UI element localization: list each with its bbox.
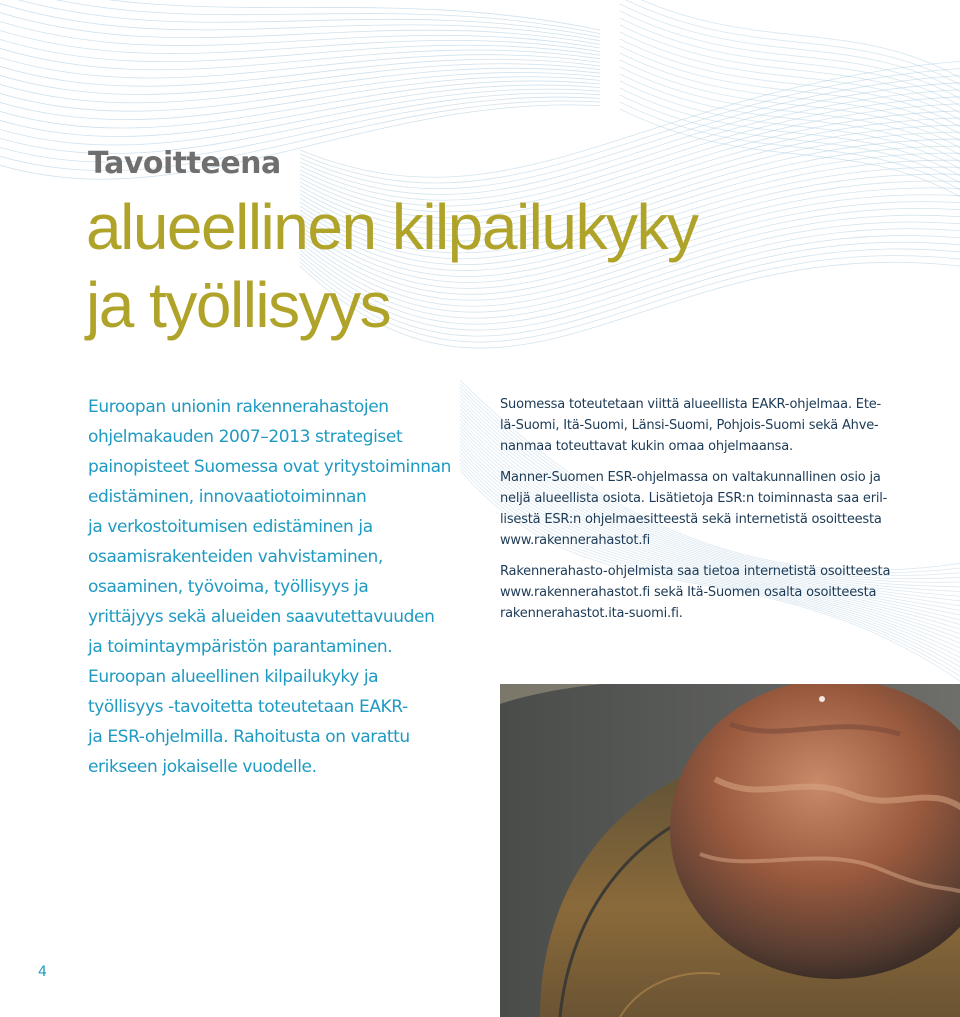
lead-line: osaamisrakenteiden vahvistaminen, <box>88 547 383 567</box>
side-line: www.rakennerahastot.fi sekä Itä-Suomen osalta osoitteesta <box>500 585 877 600</box>
stone-fountain-photo <box>500 684 960 1017</box>
wave-line <box>620 32 960 132</box>
side-line: nanmaa toteuttavat kukin omaa ohjelmaansa. <box>500 439 793 454</box>
wave-line <box>300 60 960 177</box>
lead-line: painopisteet Suomessa ovat yritystoiminnan <box>88 457 451 477</box>
section-kicker: Tavoitteena <box>88 146 281 181</box>
lead-line: erikseen jokaiselle vuodelle. <box>88 757 317 777</box>
wave-line <box>620 11 960 111</box>
lead-line: Euroopan alueellinen kilpailukyky ja <box>88 667 379 687</box>
page-title-line-1: alueellinen kilpailukyky <box>86 191 698 263</box>
wave-line <box>0 72 600 111</box>
wave-line <box>300 82 960 195</box>
page-title <box>86 188 946 344</box>
water-highlight <box>819 696 825 702</box>
wave-line <box>0 77 600 120</box>
lead-line: työllisyys -tavoitetta toteutetaan EAKR- <box>88 697 408 717</box>
wave-line <box>0 51 600 78</box>
lead-line: Euroopan unionin rakennerahastojen <box>88 397 389 417</box>
side-line: Suomessa toteutetaan viittä alueellista EAKR-ohjelmaa. Ete- <box>500 397 882 412</box>
wave-line <box>300 89 960 200</box>
wave-line <box>0 6 600 44</box>
wave-line <box>620 46 960 146</box>
wave-line <box>620 53 960 153</box>
wave-line <box>0 89 600 145</box>
lead-line: ja verkostoitumisen edistäminen ja <box>88 517 373 537</box>
page-title-line-2: ja työllisyys <box>86 269 391 341</box>
side-line: lisestä ESR:n ohjelmaesitteestä sekä internetistä osoitteesta <box>500 512 882 527</box>
stone-fountain-illustration <box>500 684 960 1017</box>
wave-line <box>620 18 960 118</box>
wave-line <box>620 81 960 181</box>
wave-line <box>0 85 600 137</box>
side-line: lä-Suomi, Itä-Suomi, Länsi-Suomi, Pohjois-Suomi sekä Ahve- <box>500 418 879 433</box>
side-paragraph-links <box>500 561 900 624</box>
wave-line <box>0 0 600 30</box>
side-paragraph-esr <box>500 467 900 551</box>
side-link-rakennerahastot[interactable]: www.rakennerahastot.fi <box>500 533 651 548</box>
side-line: Manner-Suomen ESR-ohjelmassa on valtakunnallinen osio ja <box>500 470 881 485</box>
side-paragraph-eakr <box>500 394 900 457</box>
wave-line <box>620 60 960 160</box>
wave-line <box>620 25 960 125</box>
wave-line <box>620 95 960 195</box>
lead-line: ohjelmakauden 2007–2013 strategiset <box>88 427 403 447</box>
lead-line: ja toimintaympäristön parantaminen. <box>88 637 393 657</box>
page-number: 4 <box>38 964 47 980</box>
lead-line: ja ESR-ohjelmilla. Rahoitusta on varattu <box>88 727 410 747</box>
lead-line: osaaminen, työvoima, työllisyys ja <box>88 577 369 597</box>
side-line: neljä alueellista osiota. Lisätietoja ESR:n toiminnasta saa eril- <box>500 491 888 506</box>
side-link-ita-suomi[interactable]: rakennerahastot.ita-suomi.fi. <box>500 606 683 621</box>
side-text-column <box>500 394 900 634</box>
lead-line: yrittäjyys sekä alueiden saavutettavuuden <box>88 607 435 627</box>
side-line: Rakennerahasto-ohjelmista saa tietoa internetistä osoitteesta <box>500 564 891 579</box>
lead-line: edistäminen, innovaatiotoiminnan <box>88 487 367 507</box>
lead-paragraph <box>88 392 488 782</box>
